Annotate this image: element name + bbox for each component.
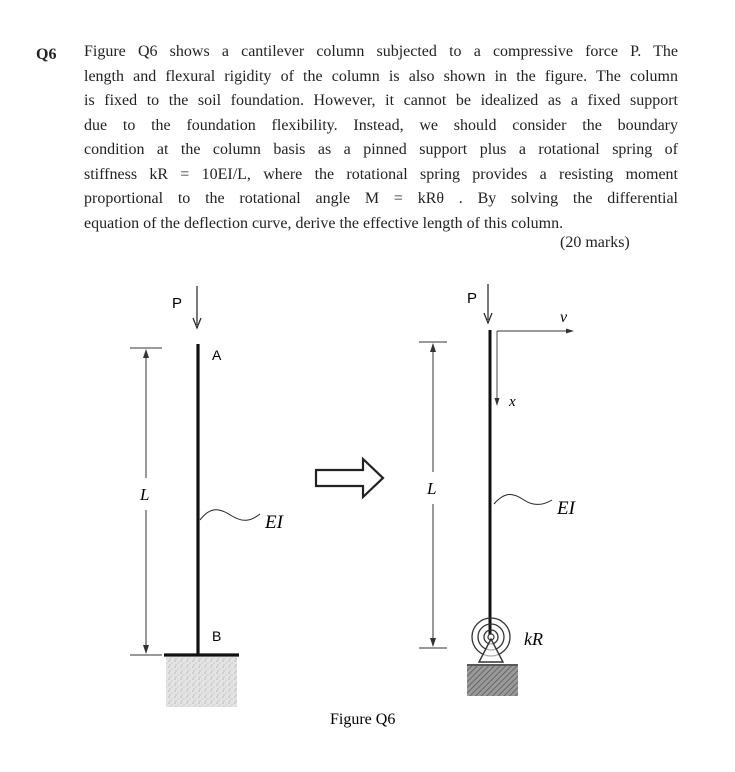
marks-allocation: (20 marks)	[560, 234, 630, 251]
question-line: length and flexural rigidity of the column is also shown in the figure. The column	[84, 67, 678, 85]
spring-stiffness-text: kR	[524, 629, 543, 649]
pin-support-icon	[479, 639, 503, 662]
question-line: Figure Q6 shows a cantilever column subjected to a compressive force P. The	[84, 43, 678, 60]
x-axis-arrowhead	[495, 398, 500, 406]
left-dim-arrow-down	[143, 645, 149, 654]
label-a: A	[212, 347, 222, 363]
question-line: proportional to the rotational angle M = kRθ . By solving the differential	[84, 190, 678, 207]
transform-arrow-icon	[316, 459, 383, 497]
question-line: stiffness kR = 10EI/L, where the rotational spring provides a resisting moment	[84, 165, 678, 183]
figure-caption: Figure Q6	[330, 711, 396, 728]
x-axis-label: x	[509, 394, 516, 410]
right-diagram	[419, 284, 577, 696]
question-line: is fixed to the soil foundation. However, it cannot be idealized as a fixed support	[84, 92, 678, 109]
hatched-ground	[467, 666, 518, 696]
v-axis-arrowhead	[566, 329, 574, 334]
soil-foundation	[166, 657, 237, 707]
right-dim-arrow-up	[430, 343, 436, 352]
left-diagram	[130, 286, 285, 707]
left-ei-leader	[200, 510, 260, 521]
left-dim-arrow-up	[143, 349, 149, 358]
spring-stiffness-label	[524, 629, 543, 649]
right-length-label: L	[427, 479, 437, 498]
right-dim-arrow-down	[430, 638, 436, 647]
left-length-label: L	[140, 485, 150, 504]
right-ei-leader	[494, 495, 552, 505]
v-axis-label: v	[560, 309, 568, 326]
rotational-spring-icon	[472, 618, 510, 662]
left-ei-label: EI	[265, 512, 283, 533]
left-load-label: P	[172, 295, 183, 312]
question-line: due to the foundation flexibility. Instead, we should consider the boundary	[84, 116, 678, 134]
right-load-label: P	[467, 290, 478, 307]
question-number: Q6	[36, 46, 57, 63]
right-ei-label: EI	[557, 498, 575, 519]
question-line: equation of the deflection curve, derive the effective length of this column.	[84, 214, 564, 232]
label-b: B	[212, 628, 222, 644]
question-line: condition at the column basis as a pinned support plus a rotational spring of	[84, 141, 678, 158]
